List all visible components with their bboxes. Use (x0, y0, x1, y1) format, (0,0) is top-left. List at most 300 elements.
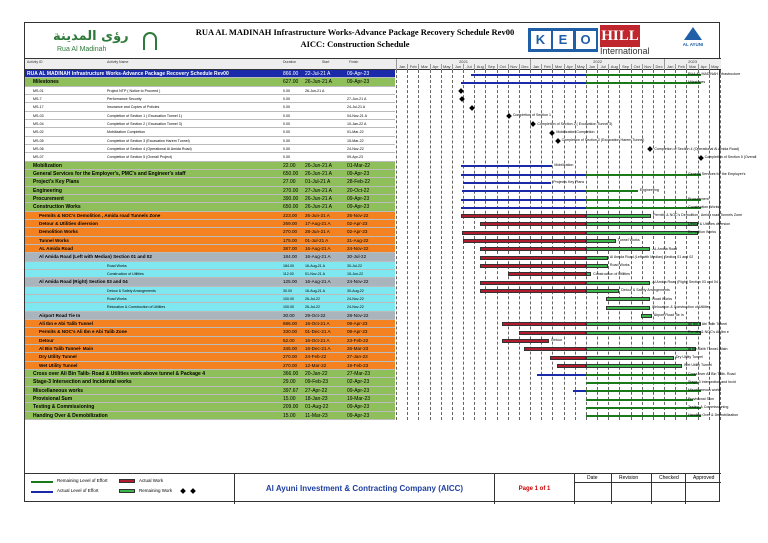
work-bar-remaining (586, 281, 650, 285)
work-bar-actual (524, 347, 585, 351)
timeline-month: Jul (463, 64, 474, 70)
activity-duration: 0.00 (283, 122, 290, 126)
bar-label: Permits & NOC's Ali Ibn e (688, 330, 729, 334)
keo-logo-letter: O (576, 31, 596, 49)
effort-bar-remaining (586, 399, 693, 401)
activity-duration: 0.00 (283, 88, 290, 93)
activity-start: 01-Jul-21 A (305, 179, 331, 186)
work-bar-remaining (586, 289, 619, 293)
work-bar-remaining (606, 306, 650, 310)
work-bar-remaining (586, 364, 682, 368)
activity-name: Miscellaneous works (33, 387, 84, 394)
activity-name: AL Amida Road (39, 246, 73, 251)
activity-duration: 52.00 (283, 337, 295, 343)
activity-name: Completion of Section 4 (Operational Al Amida Road) (107, 147, 192, 151)
activity-start: 17-Aug-21 A (305, 221, 331, 226)
activity-id: MS-02 (33, 130, 44, 135)
effort-bar-actual (462, 190, 586, 192)
activity-name: Stage-3 Intersection and Incidental works (33, 379, 132, 386)
activity-name: Procurement (33, 196, 64, 202)
activity-duration: 223.00 (283, 212, 298, 218)
activity-start: 09-Feb-23 (305, 379, 329, 386)
bar-label: Wet Utility Tunnel (684, 363, 712, 368)
activity-row[interactable] (25, 403, 395, 411)
activity-row[interactable] (25, 378, 395, 386)
activity-name: Testing & Commissioning (33, 404, 95, 411)
activity-finish: 01-Mar-22 (347, 162, 371, 169)
milestone-marker (506, 113, 512, 119)
activity-name: Tunnel Works (39, 237, 69, 243)
al-ayuni-logo (673, 27, 713, 55)
rev-divider (651, 474, 652, 504)
effort-bar-actual (463, 182, 551, 184)
activity-duration: 15.00 (283, 412, 296, 419)
activity-finish: 09-Apr-23 (347, 412, 370, 419)
activity-row[interactable] (25, 387, 395, 395)
activity-name: Completion of Section 5 (Overall Project) (107, 155, 173, 160)
activity-start: 26-Jun-21 A (305, 204, 332, 211)
legend-actual-work-icon (119, 479, 135, 483)
legend-actual-effort: Actual Level of Effort (57, 488, 99, 493)
activity-start: 16-Oct-21 A (305, 337, 330, 343)
activity-duration: 0.00 (283, 147, 290, 151)
activity-duration: 345.00 (283, 346, 298, 351)
bar-label: General Services for the Employer's (688, 171, 746, 176)
timeline-year: 2021 (396, 59, 530, 64)
work-bar-actual (502, 322, 586, 326)
activity-name: Permits & NOC's Ali Ibn e Abi Talib Zone (39, 329, 127, 335)
work-bar-remaining (586, 256, 608, 260)
activity-row[interactable] (25, 362, 395, 370)
activity-finish: 02-Apr-23 (347, 229, 368, 235)
effort-bar-actual (461, 199, 586, 201)
legend-milestone-icon (180, 488, 186, 494)
effort-bar-actual (471, 74, 586, 76)
activity-row[interactable] (25, 137, 395, 145)
activity-row[interactable] (25, 270, 395, 278)
activity-row[interactable] (25, 95, 395, 103)
activity-name: General Services for the Employer's, PMC's and Engineer's staff (33, 171, 186, 177)
rev-revision-header: Revision (619, 475, 639, 481)
activity-row[interactable] (25, 112, 395, 120)
bar-label: Detour & Safety Arrangements (621, 288, 670, 293)
work-bar-actual (550, 356, 586, 360)
activity-finish: 09-Apr-23 (347, 329, 368, 335)
activity-row[interactable] (25, 87, 395, 95)
col-activity-id: Activity ID (27, 60, 43, 64)
gantt-chart (396, 70, 757, 420)
activity-duration: 397.67 (283, 387, 299, 394)
activity-row[interactable] (25, 203, 395, 211)
bar-label: Provisional Sum (688, 396, 714, 401)
bar-label: Dry Utility Tunnel (675, 355, 703, 359)
work-bar-actual (480, 289, 586, 293)
activity-finish: 24-Nov-22 (347, 279, 369, 285)
activity-id: MS-06 (33, 147, 44, 151)
activity-start: 24-Feb-22 (305, 354, 327, 360)
bar-label: Cross over Ali Bin Talib- Road (688, 371, 736, 376)
activity-row[interactable] (25, 278, 395, 286)
activity-row[interactable] (25, 412, 395, 420)
timeline-month: Sep (485, 64, 496, 70)
activity-duration: 270.00 (283, 362, 298, 368)
activity-name: Detour (39, 337, 54, 343)
activity-duration: 184.00 (283, 254, 298, 260)
activity-finish: 09-Apr-23 (347, 196, 370, 202)
activity-duration: 366.00 (283, 371, 299, 377)
rev-date-header: Date (587, 475, 598, 481)
timeline-month: Jun (452, 64, 463, 70)
col-start: Start (322, 60, 330, 64)
col-activity-name: Activity Name (107, 60, 129, 64)
activity-duration: 0.00 (283, 105, 290, 110)
activity-name: Road Works (107, 297, 127, 301)
activity-duration: 390.00 (283, 196, 299, 202)
activity-row[interactable] (25, 228, 395, 236)
activity-duration: 175.00 (283, 237, 298, 243)
activity-start: 26-Jul-22 (305, 305, 320, 310)
activity-duration: 100.00 (283, 305, 294, 310)
activity-start: 28-Jun-21 A (305, 229, 330, 235)
activity-row[interactable] (25, 145, 395, 153)
bar-label: Procurement (688, 196, 709, 201)
activity-row[interactable] (25, 220, 395, 228)
activity-row[interactable] (25, 178, 395, 186)
activity-finish: 28-Feb-22 (347, 179, 371, 186)
milestone-marker (550, 130, 556, 136)
milestone-label: Completion of Section 5 (Overall (704, 155, 757, 159)
activity-start: 01-Jul-21 A (305, 237, 329, 243)
milestone-label: Completion of Section 4 (Operational Al Amida Road) (654, 146, 740, 151)
activity-duration: 30.00 (283, 288, 292, 293)
timeline-month: Mar (686, 64, 697, 70)
activity-duration: 112.00 (283, 272, 294, 276)
activity-name: Handing Over & Demobilization (33, 412, 108, 419)
timeline-gridline (720, 70, 721, 420)
activity-row[interactable] (25, 253, 395, 261)
work-bar-remaining (586, 272, 591, 276)
activity-row[interactable] (25, 212, 395, 220)
activity-finish: 30-Jul-22 (347, 263, 362, 268)
column-header-row (25, 59, 721, 70)
activity-duration: 0.00 (283, 97, 290, 101)
activity-start: 11-Mar-23 (305, 412, 328, 419)
activity-row[interactable] (25, 353, 395, 361)
activity-row[interactable] (25, 312, 395, 320)
milestone-marker (458, 88, 464, 94)
keo-logo-letter: K (531, 31, 551, 49)
activity-start: 16-Aug-21 A (305, 246, 331, 251)
activity-finish: 24-Jul-21 A (347, 105, 366, 110)
activity-duration: 184.00 (283, 263, 294, 268)
activity-start: 26-Jun-21 A (305, 196, 332, 202)
milestone-marker (698, 155, 704, 161)
activity-finish: 19-Feb-23 (347, 362, 369, 368)
work-bar-actual (508, 272, 586, 276)
timeline-month: Feb (407, 64, 418, 70)
activity-row[interactable] (25, 370, 395, 378)
activity-row[interactable] (25, 245, 395, 253)
bar-label: AL Amida Road (652, 246, 678, 251)
activity-start: 01-Nov-21 A (305, 272, 325, 276)
timeline-month: May (441, 64, 452, 70)
activity-finish: 24-Nov-22 (347, 147, 364, 151)
work-bar-remaining (586, 247, 650, 251)
bar-label: Al Bin Talib Tunnel- Main (688, 346, 728, 351)
al-ayuni-logo-text: AL AYUNI (682, 42, 704, 47)
activity-duration: 27.00 (283, 179, 296, 186)
activity-duration: 0.00 (283, 113, 290, 118)
activity-finish: 09-Apr-23 (347, 387, 370, 394)
company-name: Al Ayuni Investment & Contracting Company (AICC) (235, 474, 495, 504)
timeline-month: May (575, 64, 586, 70)
activity-row[interactable] (25, 287, 395, 295)
client-logo-mark-icon (143, 32, 157, 50)
activity-id: MS-01 (33, 88, 44, 93)
col-duration: Duration (283, 60, 297, 64)
timeline-month: Aug (474, 64, 485, 70)
activity-finish: 09-Apr-23 (347, 204, 370, 211)
activity-duration: 0.00 (283, 138, 290, 143)
effort-bar-remaining (586, 207, 701, 209)
activity-name: Milestones (33, 79, 59, 86)
activity-duration: 686.00 (283, 321, 298, 326)
activity-start: 16-Aug-21 A (305, 254, 331, 260)
activity-finish: 09-Apr-23 (347, 71, 370, 77)
legend-milestone-icon (190, 488, 196, 494)
activity-row[interactable] (25, 337, 395, 345)
activity-finish: 23-Feb-22 (347, 337, 369, 343)
activity-row[interactable] (25, 295, 395, 303)
bar-label: Road Works (609, 263, 630, 268)
activity-start: 16-Aug-21 A (305, 288, 325, 293)
keo-logo (528, 28, 598, 52)
activity-finish: 09-Apr-23 (347, 321, 368, 326)
bar-label: Detour (551, 338, 563, 343)
rev-divider (575, 482, 721, 483)
activity-row[interactable] (25, 120, 395, 128)
activity-row[interactable] (25, 128, 395, 136)
bar-label: Stage-3 Intersection and Incid (688, 380, 736, 384)
milestone-marker (555, 138, 561, 144)
activity-start: 16-Aug-21 A (305, 279, 331, 285)
activity-finish: 21-Aug-22 (347, 237, 369, 243)
activity-row[interactable] (25, 328, 395, 336)
timeline-month: May (709, 64, 720, 70)
work-bar-remaining (586, 331, 701, 335)
work-bar-remaining (586, 222, 698, 226)
activity-id: MS-7 (33, 97, 42, 101)
activity-start: 26-Jun-21 A (305, 212, 330, 218)
hill-international-logo (600, 25, 660, 55)
activity-row[interactable] (25, 153, 395, 161)
work-bar-remaining (641, 314, 652, 318)
timeline-month: Feb (541, 64, 552, 70)
activity-name: Al Bin Talib Tunnel- Main (39, 346, 94, 351)
bar-label: RUA AL MADINAH Infrastructure (688, 71, 741, 76)
legend-actual-work: Actual Work (139, 478, 164, 483)
work-bar-remaining (586, 231, 698, 235)
activity-start: 29-Oct-22 (305, 312, 326, 318)
client-logo (53, 29, 173, 55)
bar-label: Construction of Utilities (593, 271, 630, 276)
activity-start: 26-Jun-21 A (305, 79, 332, 86)
effort-bar-actual (573, 390, 586, 392)
milestone-marker (459, 96, 465, 102)
activity-row[interactable] (25, 395, 395, 403)
legend-remaining-work: Remaining Work (139, 488, 173, 493)
activity-start: 26-Jun-21 A (305, 88, 325, 93)
legend-remaining-effort: Remaining Level of Effort (57, 478, 108, 483)
keo-logo-letter: E (553, 31, 573, 49)
activity-duration: 100.00 (283, 297, 294, 301)
milestone-marker (648, 146, 654, 152)
activity-duration: 627.00 (283, 79, 299, 86)
activity-start: 01-Aug-22 (305, 404, 329, 411)
bar-label: Permits & NOC's Demolition , Amida road Tunnels Zone (653, 213, 743, 218)
activity-row[interactable] (25, 78, 395, 86)
activity-duration: 650.00 (283, 171, 299, 177)
activity-finish: 27-Jun-21 A (347, 97, 367, 101)
activity-duration: 270.00 (283, 229, 298, 235)
activity-name: Road Works (107, 263, 127, 268)
activity-name: Cross over Ali Bin Talib- Road & Utilities work above tunnel & Package 4 (33, 371, 205, 377)
activity-name: Wet Utility Tunnel (39, 362, 78, 368)
legend-remaining-work-icon (119, 489, 135, 493)
bar-label: Project's Key Plans (553, 180, 585, 184)
work-bar-actual (461, 214, 586, 218)
schedule-sheet (24, 22, 757, 502)
bar-label: Engineering (639, 188, 659, 193)
timeline-year: 2022 (530, 59, 664, 64)
activity-row[interactable] (25, 170, 395, 178)
activity-row[interactable] (25, 320, 395, 328)
activity-finish: 27-Jan-23 (347, 354, 368, 360)
activity-row[interactable] (25, 303, 395, 311)
activity-finish: 26-Nov-22 (347, 212, 369, 218)
activity-name: Ali Ibn e Abi Talib Tunnel (39, 321, 94, 326)
activity-duration: 22.00 (283, 162, 296, 169)
activity-finish: 24-Nov-22 (347, 297, 364, 301)
activity-start: 26-Jun-21 A (305, 162, 332, 169)
work-bar-actual (502, 339, 549, 343)
activity-name: Mobilization (33, 162, 62, 169)
work-bar-remaining (586, 239, 616, 243)
effort-bar-remaining (586, 407, 701, 409)
activity-start: 26-Jul-22 (305, 297, 320, 301)
bar-label: Milestones (688, 80, 706, 84)
activity-start: 12-Mar-22 (305, 362, 327, 368)
activity-finish: 09-Apr-23 (347, 171, 370, 177)
milestone-label: Mobilization Completion (556, 130, 595, 134)
activity-row[interactable] (25, 237, 395, 245)
timeline-month: Oct (631, 64, 642, 70)
work-bar-remaining (586, 356, 674, 360)
work-bar-actual (463, 239, 586, 243)
activity-name: Construction of Utilities (107, 272, 144, 276)
activity-name: Project NTP ( Notice to Proceed ) (107, 88, 161, 93)
activity-finish: 01-Mar-22 (347, 130, 364, 135)
effort-bar-actual (461, 207, 586, 209)
activity-row[interactable] (25, 195, 395, 203)
activity-name: Permits & NOC's Demolition , Amida road Tunnels Zone (39, 212, 161, 218)
bar-label: Construction Works (688, 205, 720, 209)
activity-row[interactable] (25, 70, 395, 78)
activity-id: MS-04 (33, 122, 44, 126)
activity-duration: 866.00 (283, 71, 299, 77)
effort-bar-remaining (586, 382, 698, 384)
activity-row[interactable] (25, 187, 395, 195)
timeline-month: Aug (608, 64, 619, 70)
bar-label: Testing & Commissioning (688, 405, 729, 409)
milestone-label: Completion of Section 2 ( Excavation Tunnel 3) (537, 121, 613, 126)
rev-approved-header: Approved (693, 475, 715, 481)
timeline-month: Apr (430, 64, 441, 70)
timeline-month: Dec (653, 64, 664, 70)
activity-name: RUA AL MADINAH Infrastructure Works-Advance Package Recovery Schedule Rev00 (27, 71, 229, 77)
timeline-month: Jan (664, 64, 675, 70)
milestone-label: Completion of Section 3 (Excavation Harem Tunnel) (561, 138, 645, 143)
activity-duration: 387.00 (283, 246, 298, 251)
timeline-month: Apr (564, 64, 575, 70)
activity-name: Performance Security (107, 97, 142, 101)
effort-bar-actual (461, 174, 586, 176)
activity-name: Construction Works (33, 204, 81, 211)
timeline-month: Dec (519, 64, 530, 70)
activity-row[interactable] (25, 262, 395, 270)
activity-finish: 24-Nov-22 (347, 246, 369, 251)
revision-block (575, 474, 721, 504)
activity-row[interactable] (25, 103, 395, 111)
activity-row[interactable] (25, 162, 395, 170)
timeline-year: 2023 (664, 59, 720, 64)
work-bar-actual (480, 247, 586, 251)
timeline-month: Mar (418, 64, 429, 70)
effort-bar-remaining (586, 374, 696, 376)
milestone-marker (531, 121, 537, 127)
activity-finish: 09-Apr-23 (347, 155, 363, 160)
timeline-month: Apr (698, 64, 709, 70)
activity-name: Completion of Section 3 (Excavation Harem Tunnel) (107, 138, 190, 143)
col-finish: Finish (349, 60, 359, 64)
bar-label: Mobilization (554, 163, 574, 168)
activity-name: Demolition Works (39, 229, 78, 235)
legend-actual-effort-icon (31, 491, 53, 493)
timeline-month: Jun (586, 64, 597, 70)
activity-row[interactable] (25, 345, 395, 353)
bar-label: Al Amida Road (Left with Median) Section 01 and 02 (609, 255, 694, 259)
activity-finish: 30-Aug-22 (347, 288, 364, 293)
activity-duration: 29.00 (283, 379, 296, 386)
client-logo-arabic: رؤى المدينة (53, 29, 129, 44)
activity-finish: 19-Mar-23 (347, 396, 371, 402)
activity-name: Airport Road Tie In (39, 312, 81, 318)
activity-duration: 125.00 (283, 279, 298, 285)
timeline-month: Nov (642, 64, 653, 70)
effort-bar-remaining (586, 199, 701, 201)
rev-divider (611, 474, 612, 504)
effort-bar-actual (461, 82, 586, 84)
activity-start: 27-Apr-22 (305, 387, 328, 394)
activity-finish: 10-Jan-22 A (347, 122, 367, 126)
page-footer (25, 473, 721, 503)
work-bar-actual (519, 331, 586, 335)
activity-finish: 15-Mar-22 (347, 138, 364, 143)
activity-finish: 09-Apr-23 (347, 79, 370, 86)
activity-duration: 270.00 (283, 187, 299, 194)
al-ayuni-mark-icon (684, 27, 702, 40)
activity-duration: 269.00 (283, 221, 298, 226)
